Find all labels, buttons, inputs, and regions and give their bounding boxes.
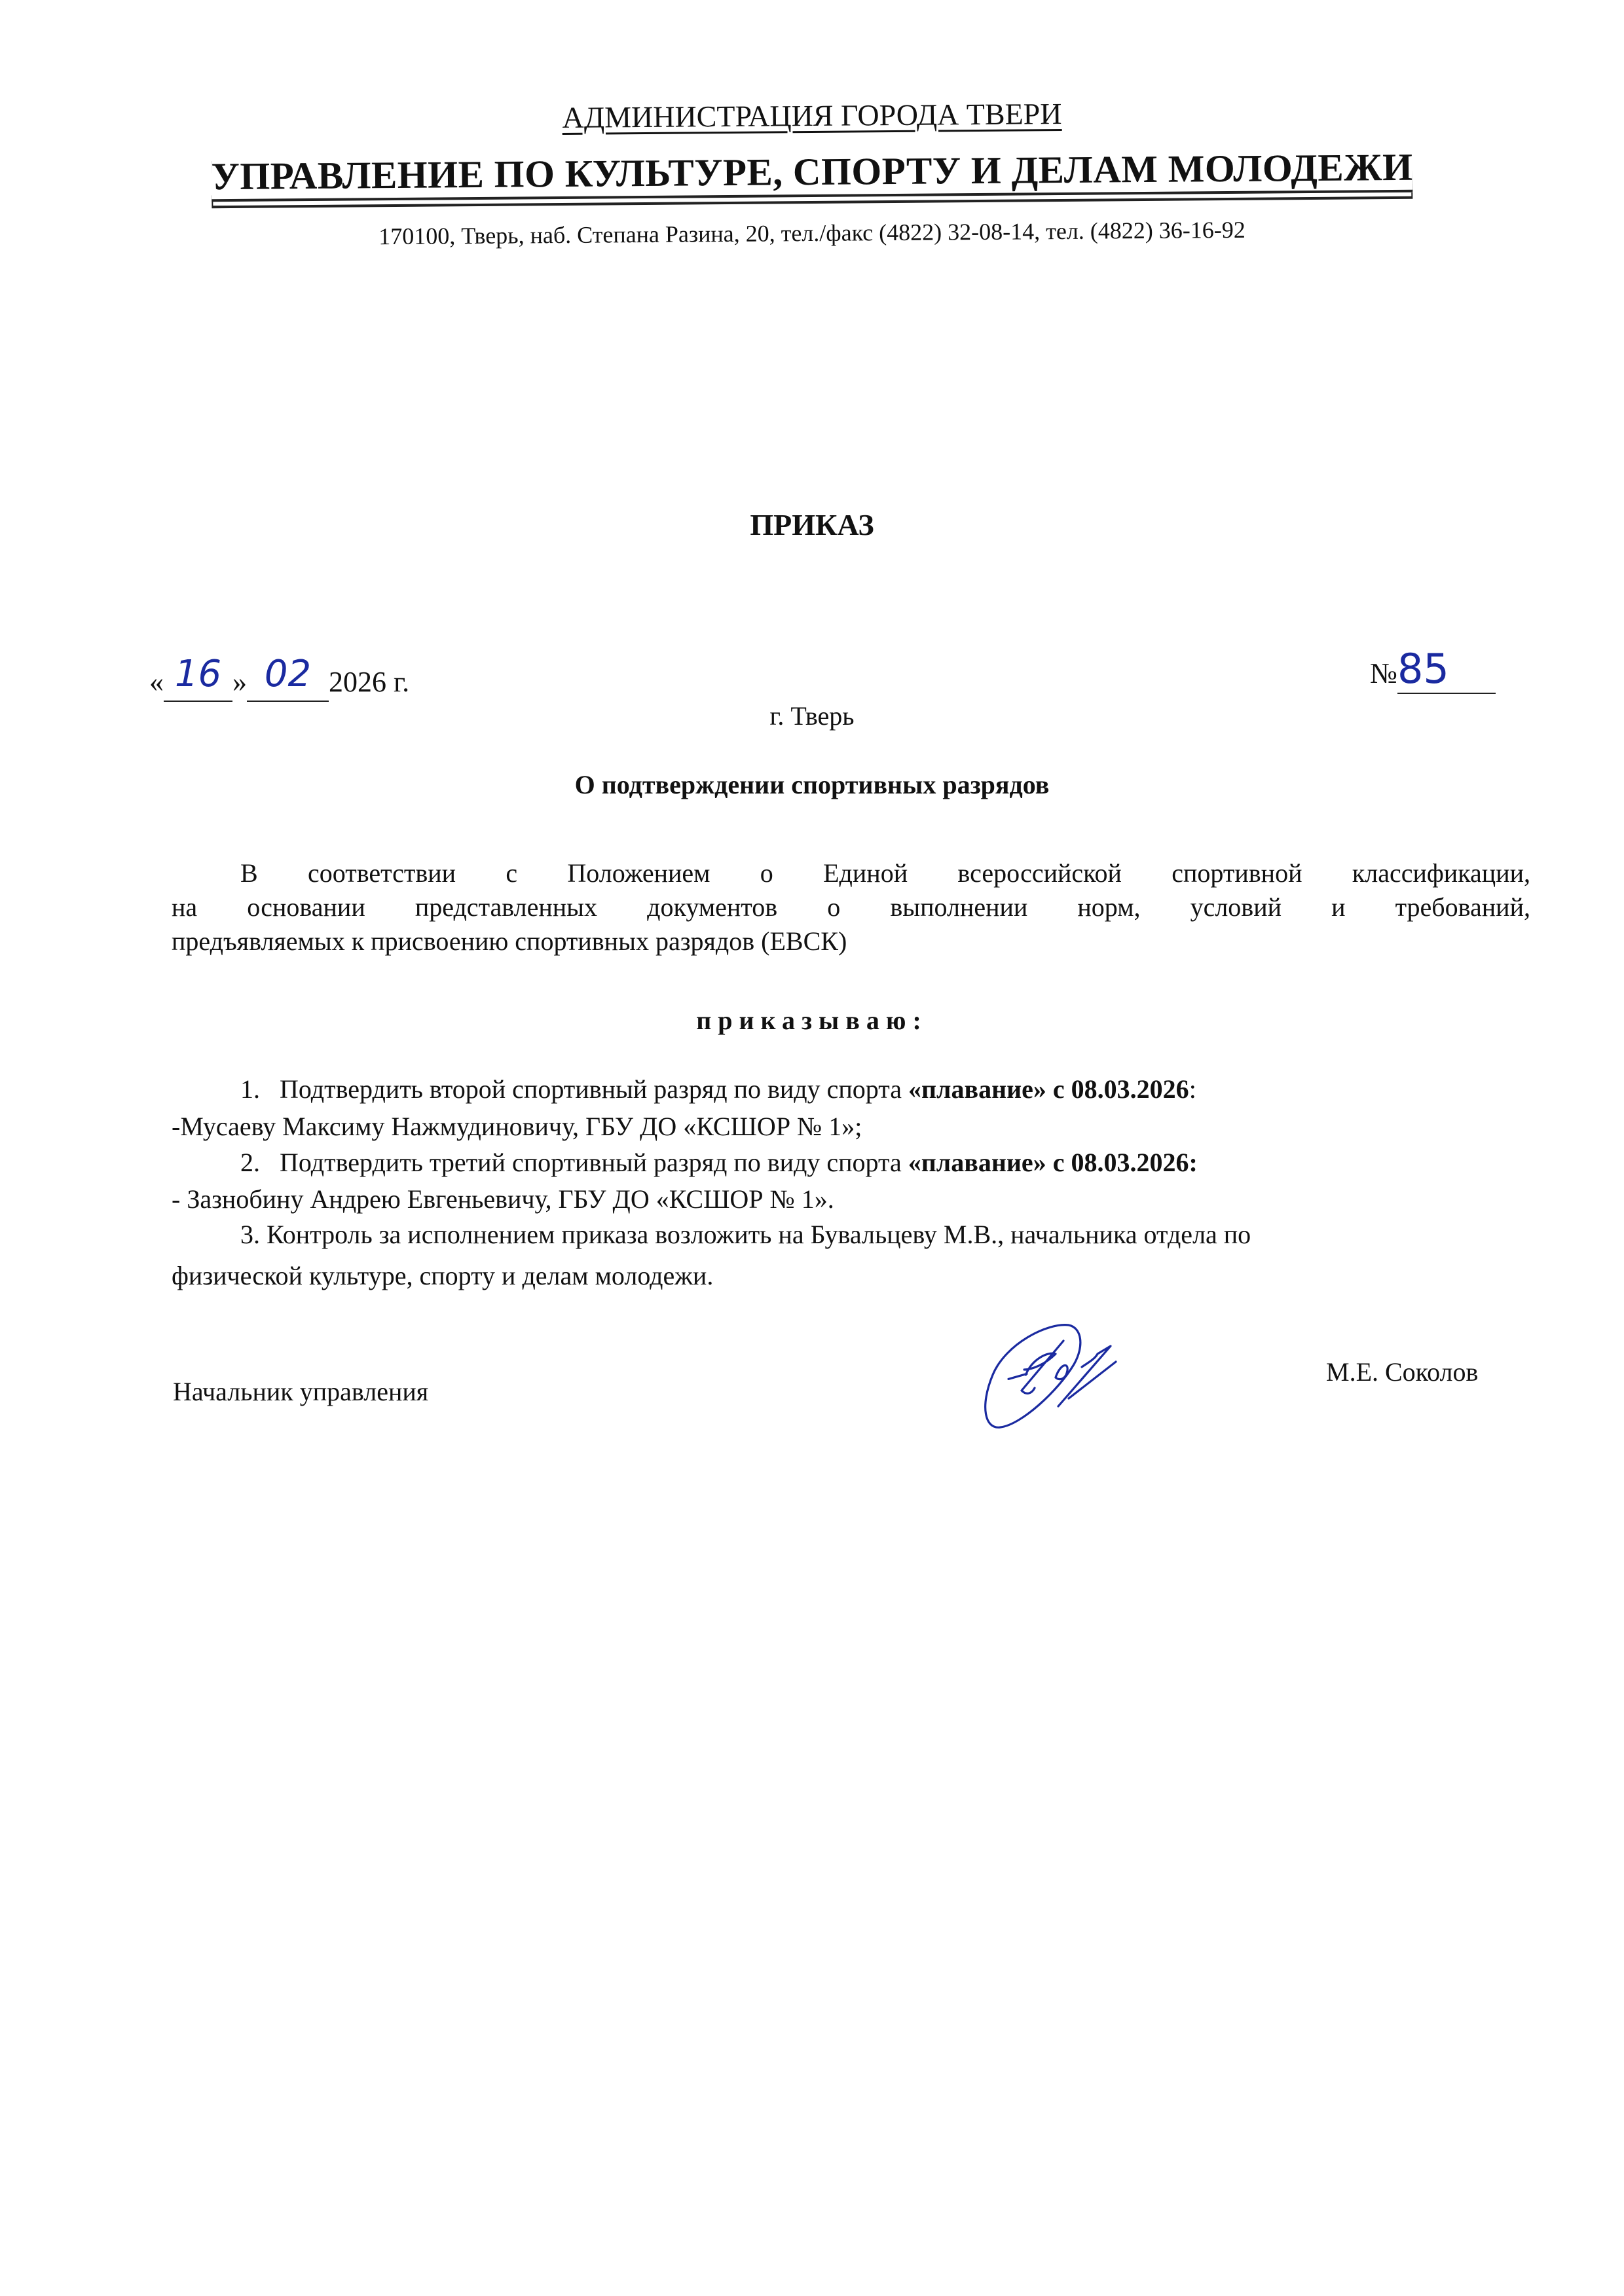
date-day: 16 xyxy=(174,653,222,695)
item-2-number: 2. xyxy=(240,1148,260,1177)
header-address: 170100, Тверь, наб. Степана Разина, 20, тел./факс (4822) 32-08-14, тел. (4822) 36-16-92 xyxy=(378,216,1246,250)
number-value: 85 xyxy=(1397,645,1449,693)
date-month: 02 xyxy=(264,653,312,695)
signatory-position: Начальник управления xyxy=(173,1377,429,1406)
date-open-quote: « xyxy=(149,666,164,698)
preamble-line-2: на основании представленных документов о выполнении норм, условий и требований, xyxy=(172,892,1530,922)
item-1-number: 1. xyxy=(240,1074,260,1104)
item-1-person: -Мусаеву Максиму Нажмудиновичу, ГБУ ДО «КСШОР № 1»; xyxy=(172,1112,862,1141)
item-2-person: - Зазнобину Андрею Евгеньевичу, ГБУ ДО «КСШОР № 1». xyxy=(172,1184,834,1214)
department-title: УПРАВЛЕНИЕ ПО КУЛЬТУРЕ, СПОРТУ И ДЕЛАМ МОЛОДЕЖИ xyxy=(211,145,1412,202)
preamble-line-3: предъявляемых к присвоению спортивных разрядов (ЕВСК) xyxy=(172,926,847,956)
item-1 xyxy=(240,1074,1196,1104)
handwritten-signature xyxy=(943,1300,1153,1450)
preamble xyxy=(172,856,1530,958)
order-subject: О подтверждении спортивных разрядов xyxy=(574,770,1050,799)
item-2-text: Подтвердить третий спортивный разряд по виду спорта xyxy=(280,1148,902,1177)
order-word: приказываю: xyxy=(696,1006,928,1035)
number-field xyxy=(1397,645,1496,694)
document-type-title: ПРИКАЗ xyxy=(750,508,874,541)
item-3-line-1: 3. Контроль за исполнением приказа возложить на Бувальцеву М.В., начальника отдела по xyxy=(240,1220,1251,1249)
header-administration xyxy=(0,92,1624,139)
item-1-tail: : xyxy=(1189,1074,1196,1104)
item-2 xyxy=(240,1147,1198,1178)
order-number xyxy=(1370,645,1496,694)
item-2-sport: «плавание» с 08.03.2026: xyxy=(908,1148,1198,1177)
header-department xyxy=(0,143,1624,200)
date-day-field xyxy=(164,653,232,702)
date-close-quote: » xyxy=(232,666,247,698)
administration-title: АДМИНИСТРАЦИЯ ГОРОДА ТВЕРИ xyxy=(562,97,1062,134)
item-1-text: Подтвердить второй спортивный разряд по виду спорта xyxy=(280,1074,902,1104)
signatory-name: М.Е. Соколов xyxy=(1326,1357,1479,1387)
preamble-line-1: В соответствии с Положением о Единой всероссийской спортивной классификации, xyxy=(240,858,1530,888)
date-month-field xyxy=(247,653,329,702)
city: г. Тверь xyxy=(769,701,855,731)
item-3-line-2: физической культуре, спорту и делам молодежи. xyxy=(172,1261,714,1290)
order-date xyxy=(149,653,410,702)
number-label: № xyxy=(1370,657,1397,689)
item-1-sport: «плавание» с 08.03.2026 xyxy=(908,1074,1189,1104)
date-year: 2026 г. xyxy=(329,666,410,698)
